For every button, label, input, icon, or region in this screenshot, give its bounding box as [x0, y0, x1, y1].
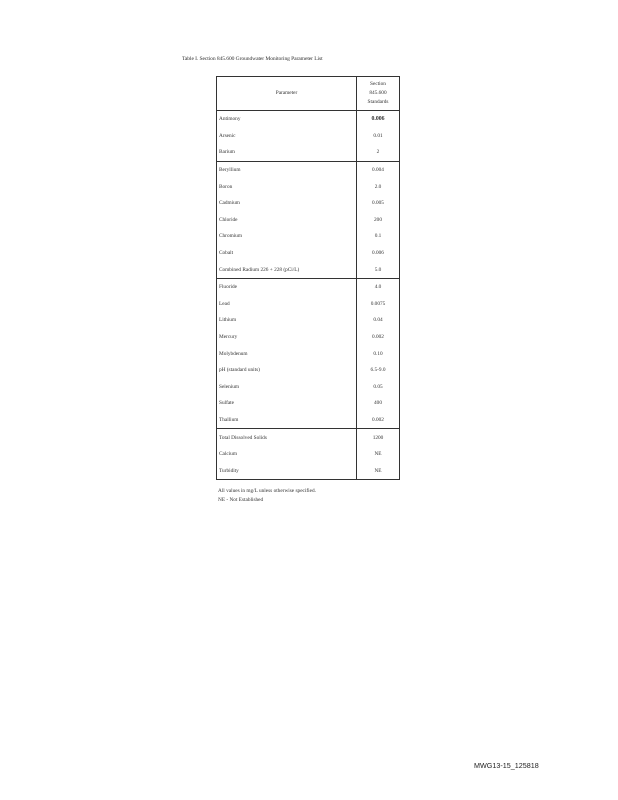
standard-value-cell: 4.0 — [357, 278, 400, 295]
table-row — [217, 329, 400, 346]
table-row — [217, 429, 400, 446]
table-row — [217, 446, 400, 463]
table-row — [217, 412, 400, 429]
parameter-cell: Lead — [219, 300, 230, 307]
parameter-cell: Selenium — [219, 383, 240, 390]
standard-value-cell: 0.1 — [357, 228, 400, 245]
table-row — [217, 178, 400, 195]
standard-value-cell: 5.0 — [357, 261, 400, 278]
standard-value-cell: 0.006 — [357, 111, 400, 128]
note-units: All values in mg/L unless otherwise specified. — [218, 488, 316, 494]
standard-value-cell: 6.5-9.0 — [357, 362, 400, 379]
standard-value-cell: 0.002 — [357, 412, 400, 429]
table-row — [217, 379, 400, 396]
parameter-header: Parameter — [217, 77, 357, 111]
table-header-row — [217, 77, 400, 111]
standards-header-line: Standards — [367, 99, 389, 105]
standard-value-cell: 200 — [357, 212, 400, 229]
standard-value-cell: 0.002 — [357, 329, 400, 346]
parameter-cell: Thallium — [219, 416, 239, 423]
parameter-cell: Lithium — [219, 317, 237, 324]
table-row — [217, 345, 400, 362]
parameter-cell: Total Dissolved Solids — [217, 429, 357, 446]
parameter-cell: Barium — [219, 149, 235, 156]
parameter-cell: Arsenic — [219, 132, 236, 139]
parameter-cell: Combined Radium 226 + 228 (pCi/L) — [219, 266, 300, 273]
standard-value-cell: 0.006 — [357, 245, 400, 262]
standards-header-line: Section — [370, 81, 386, 87]
standard-value-cell: 0.04 — [357, 312, 400, 329]
table-row — [217, 312, 400, 329]
table-body — [217, 111, 400, 480]
standard-value-cell: 0.004 — [357, 161, 400, 178]
table-row — [217, 245, 400, 262]
parameter-cell: Mercury — [219, 334, 238, 341]
parameter-cell: Cadmium — [219, 200, 240, 207]
parameter-table — [216, 76, 400, 480]
standard-value-cell: NE — [357, 446, 400, 463]
standard-value-cell: 0.01 — [357, 128, 400, 145]
table-row — [217, 111, 400, 128]
standard-value-cell: 0.0075 — [357, 296, 400, 313]
parameter-cell: Boron — [219, 183, 233, 190]
parameter-cell: Antimony — [219, 116, 241, 123]
table-row — [217, 261, 400, 278]
parameter-cell: Turbidity — [219, 467, 239, 474]
table-row — [217, 161, 400, 178]
standard-value-cell: 0.10 — [357, 345, 400, 362]
table-caption: Table I. Section 845.600 Groundwater Monitoring Parameter List — [182, 56, 323, 62]
parameter-cell: Molybdenum — [219, 350, 248, 357]
standard-value-cell: NE — [357, 462, 400, 479]
parameter-cell: Beryllium — [217, 161, 357, 178]
parameter-cell: Sulfate — [219, 400, 235, 407]
standard-value-cell: 400 — [357, 395, 400, 412]
standard-value-cell: 0.005 — [357, 195, 400, 212]
table-row — [217, 278, 400, 295]
standards-header — [357, 77, 400, 111]
table-notes — [218, 487, 316, 505]
parameter-cell: Chloride — [219, 216, 238, 223]
table-row — [217, 296, 400, 313]
document-id-footer: MWG13-15_125818 — [474, 761, 539, 770]
standard-value-cell: 2.0 — [357, 178, 400, 195]
table-row — [217, 212, 400, 229]
table-row — [217, 228, 400, 245]
table-row — [217, 195, 400, 212]
table-row — [217, 362, 400, 379]
table-row — [217, 128, 400, 145]
parameter-cell: Cobalt — [219, 250, 234, 257]
standard-value-cell: 2 — [357, 144, 400, 161]
standard-value-cell: 0.05 — [357, 379, 400, 396]
table-row — [217, 144, 400, 161]
table-row — [217, 395, 400, 412]
note-ne: NE - Not Established — [218, 497, 264, 503]
standards-header-line: 845.600 — [369, 90, 387, 96]
parameter-cell: Calcium — [219, 451, 237, 458]
parameter-cell: pH (standard units) — [219, 367, 260, 374]
parameter-cell: Chromium — [219, 233, 242, 240]
table-row — [217, 462, 400, 479]
standard-value-cell: 1200 — [357, 429, 400, 446]
parameter-cell: Fluoride — [217, 278, 357, 295]
